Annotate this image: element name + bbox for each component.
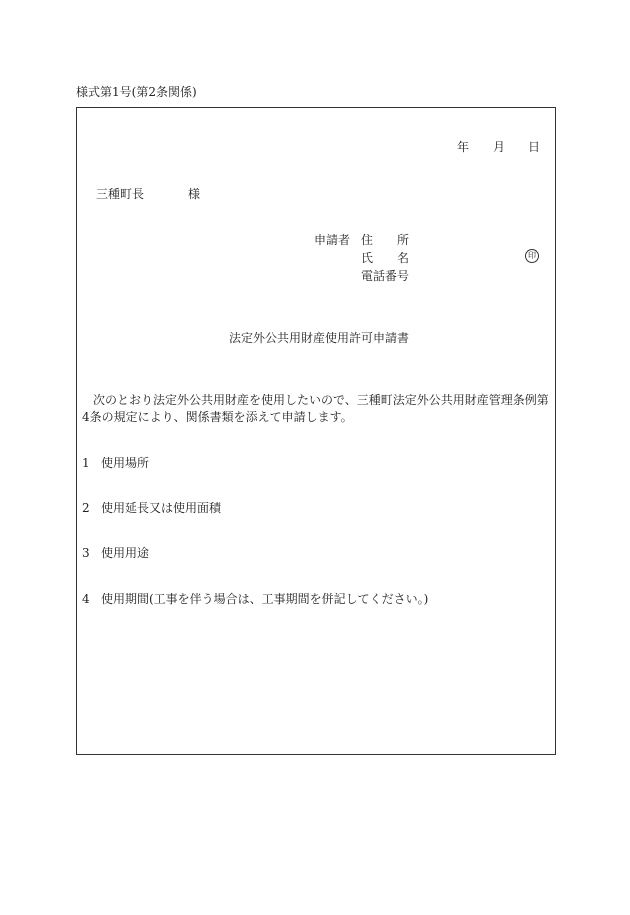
addressee-office: 三種町長 <box>96 187 145 201</box>
date-month-label: 月 <box>493 140 506 154</box>
seal-icon: 印 <box>525 249 539 263</box>
item-1-label: 使用場所 <box>101 456 150 470</box>
item-3-number: 3 <box>82 546 90 560</box>
document-title: 法定外公共用財産使用許可申請書 <box>229 331 410 345</box>
item-2-number: 2 <box>82 501 90 515</box>
body-text: 次のとおり法定外公共用財産を使用したいので、三種町法定外公共用財産管理条例第4条の規定により、関係書類を添えて申請します。 <box>82 393 549 424</box>
application-form-frame <box>76 107 556 755</box>
item-1-number: 1 <box>82 456 90 470</box>
item-3-label: 使用用途 <box>101 546 150 560</box>
addressee-honorific: 様 <box>188 187 201 201</box>
item-4-label: 使用期間(工事を伴う場合は、工事期間を併記してください。) <box>101 592 429 606</box>
applicant-label: 申請者 <box>314 233 351 247</box>
item-4-number: 4 <box>82 592 90 606</box>
item-2-label: 使用延長又は使用面積 <box>101 501 222 515</box>
form-number: 様式第1号(第2条関係) <box>76 85 197 99</box>
date-day-label: 日 <box>528 140 541 154</box>
name-label: 氏 名 <box>361 251 410 265</box>
phone-label: 電話番号 <box>361 269 410 283</box>
date-year-label: 年 <box>457 140 470 154</box>
address-label: 住 所 <box>361 233 410 247</box>
